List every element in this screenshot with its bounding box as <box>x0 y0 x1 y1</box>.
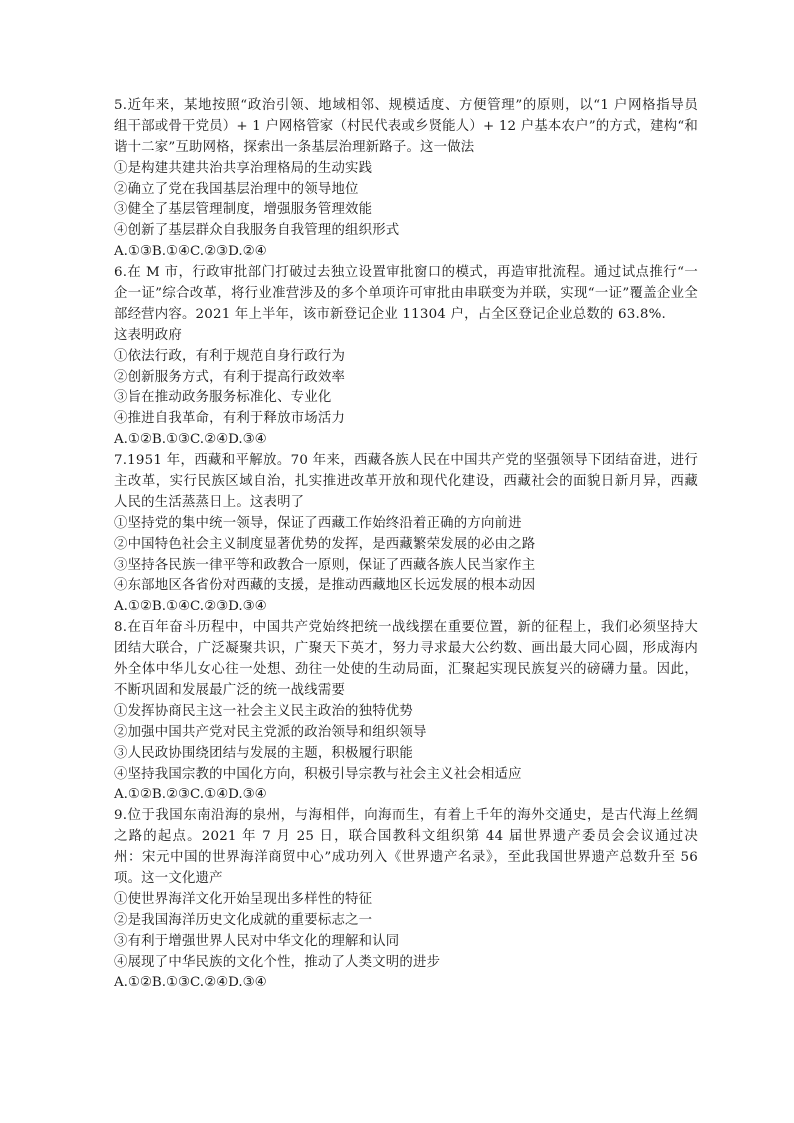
statement-item: ④东部地区各省份对西藏的支援，是推动西藏地区长远发展的根本动因 <box>114 578 536 594</box>
answer-choices: A.①②B.①④C.②③D.③④ <box>114 599 267 615</box>
statement-list <box>114 159 698 243</box>
statement-item: ③健全了基层管理制度，增强服务管理效能 <box>114 202 373 218</box>
statement-item: ④创新了基层群众自我服务自我管理的组织形式 <box>114 223 400 239</box>
statement-item: ③旨在推动政务服务标准化、专业化 <box>114 390 332 406</box>
statement-item: ③有利于增强世界人民对中华文化的理解和认同 <box>114 933 400 949</box>
answer-choices: A.①②B.②③C.①④D.③④ <box>114 787 267 803</box>
statement-item: ①发挥协商民主这一社会主义民主政治的独特优势 <box>114 703 413 719</box>
statement-item: ②是我国海洋历史文化成就的重要标志之一 <box>114 912 373 928</box>
stem-line: 之路的起点。2021 年 7 月 25 日，联合国教科文组织第 44 届世界遗产委员会会议通过决 <box>114 829 698 845</box>
statement-item: ①依法行政，有利于规范自身行政行为 <box>114 348 346 364</box>
answer-choices: A.①②B.①③C.②④D.③④ <box>114 432 267 448</box>
stem-line: 5.近年来，某地按照“政治引领、地域相邻、规模适度、方便管理”的原则，以“1 户网格指导员 <box>114 98 698 113</box>
question-stem <box>114 263 698 347</box>
question-6 <box>114 263 698 451</box>
statement-item: ①是构建共建共治共享治理格局的生动实践 <box>114 160 373 176</box>
answer-choices: A.①③B.①④C.②③D.②④ <box>114 244 267 260</box>
question-stem <box>114 806 698 890</box>
statement-item: ④展现了中华民族的文化个性，推动了人类文明的进步 <box>114 954 441 970</box>
question-5 <box>114 96 698 263</box>
stem-line: 外全体中华儿女心往一处想、劲往一处使的生动局面，汇聚起实现民族复兴的磅礴力量。因此， <box>114 662 698 678</box>
stem-line: 主改革，实行民族区域自治，扎实推进改革开放和现代化建设，西藏社会的面貌日新月异，西藏 <box>114 474 698 490</box>
statement-item: ①使世界海洋文化开始呈现出多样性的特征 <box>114 891 373 907</box>
question-stem <box>114 618 698 702</box>
statement-item: ②创新服务方式，有利于提高行政效率 <box>114 369 346 385</box>
statement-list <box>114 514 698 598</box>
stem-line: 7.1951 年，西藏和平解放。70 年来，西藏各族人民在中国共产党的坚强领导下团结奋进，进行 <box>114 453 698 469</box>
stem-line: 9.位于我国东南沿海的泉州，与海相伴，向海而生，有着上千年的海外交通史，是古代海上丝绸 <box>114 808 698 824</box>
statement-item: ③坚持各民族一律平等和政教合一原则，保证了西藏各族人民当家作主 <box>114 557 536 573</box>
question-stem <box>114 96 698 159</box>
stem-line: 团结大联合，广泛凝聚共识，广聚天下英才，努力寻求最大公约数、画出最大同心圆，形成海内 <box>114 641 698 657</box>
stem-line: 不断巩固和发展最广泛的统一战线需要 <box>114 682 346 698</box>
statement-item: ②加强中国共产党对民主党派的政治领导和组织领导 <box>114 724 427 740</box>
stem-line: 这表明政府 <box>114 327 182 343</box>
stem-line: 项。这一文化遗产 <box>114 870 223 886</box>
statement-list <box>114 347 698 431</box>
statement-item: ②中国特色社会主义制度显著优势的发挥，是西藏繁荣发展的必由之路 <box>114 536 536 552</box>
statement-item: ②确立了党在我国基层治理中的领导地位 <box>114 181 359 197</box>
stem-line: 企一证”综合改革，将行业准营涉及的多个单项许可审批由串联变为并联，实现“一证”覆盖企业全 <box>114 286 698 302</box>
statement-list <box>114 702 698 786</box>
question-8 <box>114 618 698 806</box>
exam-page <box>114 96 698 994</box>
stem-line: 6.在 M 市，行政审批部门打破过去独立设置审批窗口的模式，再造审批流程。通过试点推行“一 <box>114 265 698 281</box>
statement-item: ③人民政协围绕团结与发展的主题，积极履行职能 <box>114 745 413 761</box>
stem-line: 组干部或骨干党员）+ 1 户网格管家（村民代表或乡贤能人）+ 12 户基本农户”的方式，建构“和 <box>114 118 698 134</box>
statement-list <box>114 890 698 974</box>
stem-line: 州：宋元中国的世界海洋商贸中心”成功列入《世界遗产名录》，至此我国世界遗产总数升至 56 <box>114 850 698 866</box>
statement-item: ①坚持党的集中统一领导，保证了西藏工作始终沿着正确的方向前进 <box>114 515 522 531</box>
answer-choices: A.①②B.①③C.②④D.③④ <box>114 975 267 991</box>
stem-line: 人民的生活蒸蒸日上。这表明了 <box>114 494 305 510</box>
question-stem <box>114 451 698 514</box>
question-7 <box>114 451 698 618</box>
question-9 <box>114 806 698 994</box>
stem-line: 谐十二家”互助网格，探索出一条基层治理新路子。这一做法 <box>114 139 475 155</box>
stem-line: 部经营内容。2021 年上半年，该市新登记企业 11304 户，占全区登记企业总数的 63.8%. <box>114 306 667 322</box>
statement-item: ④坚持我国宗教的中国化方向，积极引导宗教与社会主义社会相适应 <box>114 766 522 782</box>
stem-line: 8.在百年奋斗历程中，中国共产党始终把统一战线摆在重要位置，新的征程上，我们必须坚持大 <box>114 620 698 636</box>
statement-item: ④推进自我革命，有利于释放市场活力 <box>114 411 346 427</box>
